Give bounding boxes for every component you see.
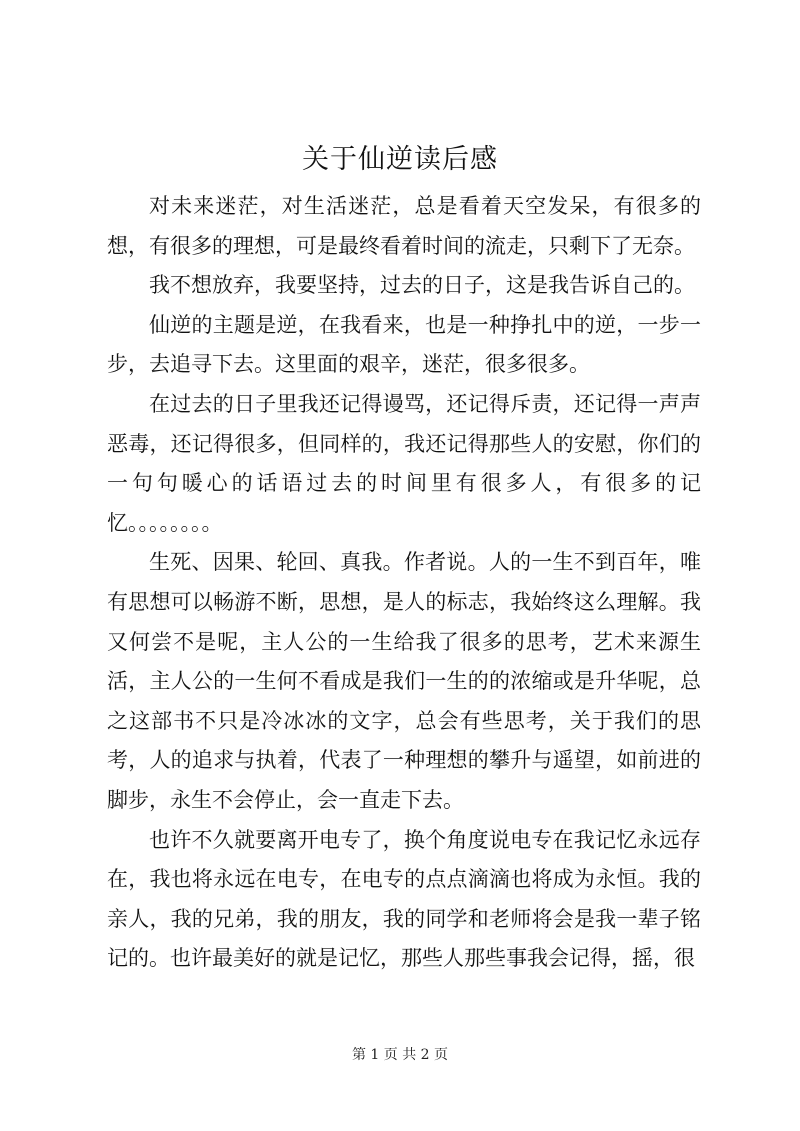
paragraph-3: 仙逆的主题是逆，在我看来，也是一种挣扎中的逆，一步一步，去追寻下去。这里面的艰辛，迷茫，很多很多。 bbox=[107, 312, 701, 377]
paragraph-2: 我不想放弃，我要坚持，过去的日子，这是我告诉自己的。 bbox=[149, 273, 695, 298]
paragraph-6: 也许不久就要离开电专了，换个角度说电专在我记忆永远存在，我也将永远在电专，在电专的点点滴滴也将成为永恒。我的亲人，我的兄弟，我的朋友，我的同学和老师将会是我一辈子铭记的。也许最美好的就是记忆，那些人那些事我会记得，摇，很 bbox=[107, 827, 701, 971]
document-body bbox=[107, 187, 701, 979]
paragraph-5: 生死、因果、轮回、真我。作者说。人的一生不到百年，唯有思想可以畅游不断，思想，是人的标志，我始终这么理解。我又何尝不是呢，主人公的一生给我了很多的思考，艺术来源生活，主人公的一生何不看成是我们一生的的浓缩或是升华呢，总之这部书不只是冷冰冰的文字，总会有些思考，关于我们的思考，人的追求与执着，代表了一种理想的攀升与遥望，如前进的脚步，永生不会停止，会一直走下去。 bbox=[107, 550, 701, 812]
paragraph-1: 对未来迷茫，对生活迷茫，总是看着天空发呆，有很多的想，有很多的理想，可是最终看着时间的流走，只剩下了无奈。 bbox=[107, 194, 701, 258]
document-title: 关于仙逆读后感 bbox=[302, 144, 498, 175]
page-number-footer: 第 1 页 共 2 页 bbox=[351, 1047, 449, 1063]
paragraph-4: 在过去的日子里我还记得谩骂，还记得斥责，还记得一声声恶毒，还记得很多，但同样的，我还记得那些人的安慰，你们的一句句暖心的话语过去的时间里有很多人，有很多的记忆。。。。。。。。 bbox=[107, 391, 701, 535]
